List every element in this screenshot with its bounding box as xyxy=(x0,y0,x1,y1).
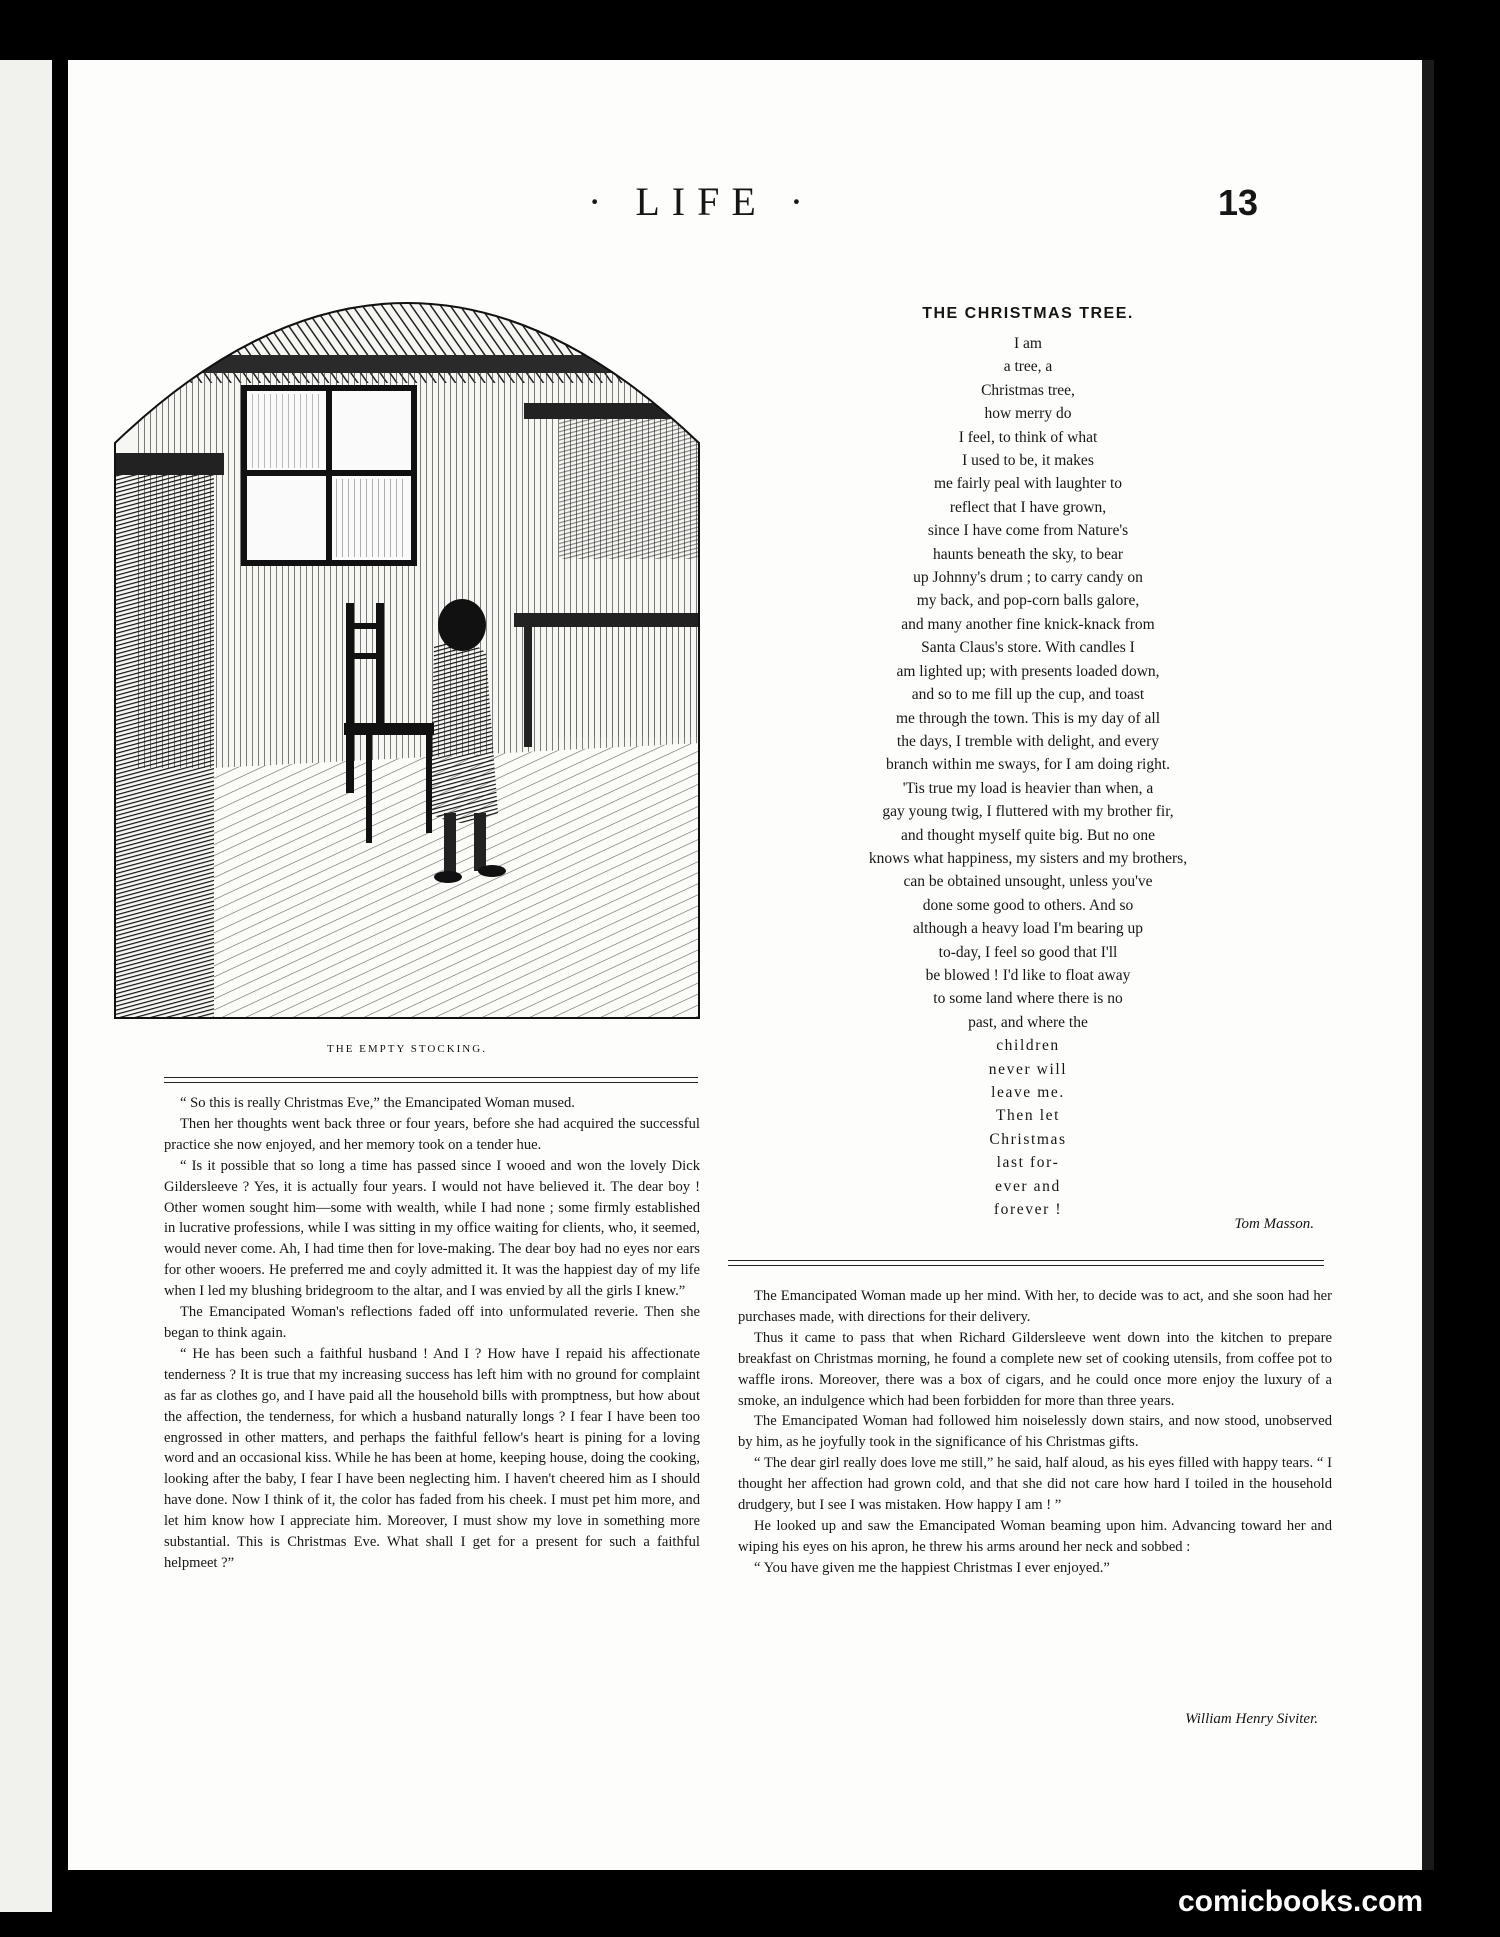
story-paragraph: “ So this is really Christmas Eve,” the Emancipated Woman mused. xyxy=(180,1095,575,1111)
poem-line: I used to be, it makes xyxy=(962,452,1094,470)
poem-line: me fairly peal with laughter to xyxy=(933,475,1123,493)
site-watermark: comicbooks.com xyxy=(1178,1885,1424,1918)
poem-title: THE CHRISTMAS TREE. xyxy=(922,305,1134,322)
poem-line: Christmas xyxy=(989,1130,1067,1148)
story-paragraph: “ Is it possible that so long a time has passed since I wooed and won the lovely Dick Gildersleeve ? Yes, it is actually four years. I would not have believed it. The dear boy ! Other women sought him—some with wealth, while I had none ; some firmly established in lucrative professions, while I was sitting in my office waiting for clients, who, it seemed, would never come. Ah, I had time then for love-making. The dear boy had no eyes nor ears for other wooers. He preferred me and coyly admitted it. It was the happiest day of my life when I led my blushing bridegroom to the altar, and I was envied by all the girls I knew.” xyxy=(164,1157,700,1300)
story-paragraph: Thus it came to pass that when Richard Gildersleeve went down into the kitchen to prepare breakfast on Christmas morning, he found a complete new set of cooking utensils, from coffee pot to waffle irons. Moreover, there was a box of cigars, and he could once more enjoy the luxury of a smoke, an indulgence which had been forbidden for more than three years. xyxy=(738,1329,1332,1409)
poem-line: knows what happiness, my sisters and my brothers, xyxy=(868,849,1188,867)
story-paragraph: The Emancipated Woman made up her mind. With her, to decide was to act, and she soon had her purchases made, with directions for their delivery. xyxy=(738,1288,1332,1325)
poem-line: my back, and pop-corn balls galore, xyxy=(916,592,1140,610)
story-column-left xyxy=(164,1093,700,1574)
poem-line: how merry do xyxy=(984,405,1072,423)
poem-line: and thought myself quite big. But no one xyxy=(900,826,1155,844)
page-number: 13 xyxy=(1218,182,1259,223)
section-rule xyxy=(164,1077,698,1083)
poem-line: and many another fine knick-knack from xyxy=(901,615,1155,633)
illustration-caption: THE EMPTY STOCKING. xyxy=(327,1043,487,1055)
poem-line: last for- xyxy=(996,1154,1060,1172)
poem-line: reflect that I have grown, xyxy=(949,498,1107,516)
story-paragraph: The Emancipated Woman's reflections faded off into unformulated reverie. Then she began to think again. xyxy=(164,1304,700,1341)
story-column-right xyxy=(738,1286,1332,1579)
poem-line: to-day, I feel so good that I'll xyxy=(938,943,1118,961)
story-author: William Henry Siviter. xyxy=(1185,1711,1318,1727)
story-paragraph: “ You have given me the happiest Christmas I ever enjoyed.” xyxy=(754,1559,1110,1576)
poem-line: can be obtained unsought, unless you've xyxy=(903,873,1153,891)
poem-line: 'Tis true my load is heavier than when, a xyxy=(902,779,1154,797)
poem-line: since I have come from Nature's xyxy=(927,522,1129,540)
poem-line: past, and where the xyxy=(968,1013,1088,1031)
poem-line: up Johnny's drum ; to carry candy on xyxy=(913,569,1143,587)
story-paragraph: The Emancipated Woman had followed him noiselessly down stairs, and now stood, unobserved by him, as he joyfully took in the significance of his Christmas gifts. xyxy=(738,1413,1332,1451)
poem-line: Then let xyxy=(995,1107,1060,1125)
poem-line: Christmas tree, xyxy=(981,381,1075,399)
poem-body xyxy=(708,332,1348,1221)
poem-line: branch within me sways, for I am doing right. xyxy=(885,756,1171,774)
poem-line: never will xyxy=(988,1060,1068,1078)
story-paragraph: “ He has been such a faithful husband ! And I ? How have I repaid his affectionate tenderness ? It is true that my increasing success has left him with no ground for complaint as far as clothes go, and I have paid all the household bills with promptness, but how about the affection, the tenderness, for which a husband naturally longs ? I fear I have been too engrossed in other matters, and perhaps the faithful fellow's heart is pining for a loving word and an occasional kiss. While he has been at home, keeping house, doing the cooking, looking after the baby, I fear I have been neglecting him. I haven't cheered him as I should have done. Now I think of it, the color has faded from his cheek. I must pet him more, and let him know how I appreciate him. Moreover, I must show my love in something more substantial. This is Christmas Eve. What shall I get for a present for such a faithful helpmeet ?” xyxy=(164,1345,700,1571)
magazine-page xyxy=(68,60,1422,1870)
story-paragraph: He looked up and saw the Emancipated Woman beaming upon him. Advancing toward her and wiping his eyes on his apron, he threw his arms around her neck and sobbed : xyxy=(738,1517,1332,1555)
illustration-empty-stocking xyxy=(114,273,700,1019)
poem-line: leave me. xyxy=(991,1084,1065,1101)
masthead: · LIFE · xyxy=(588,179,816,224)
poem-line: am lighted up; with presents loaded down, xyxy=(896,662,1160,680)
poem-line: me through the town. This is my day of all xyxy=(895,709,1161,727)
poem-line: haunts beneath the sky, to bear xyxy=(932,545,1124,563)
poem-line: gay young twig, I fluttered with my brother fir, xyxy=(882,803,1174,821)
poem-line: I am xyxy=(1014,335,1042,352)
page-binding-shadow xyxy=(1422,60,1434,1870)
poem-line: although a heavy load I'm bearing up xyxy=(912,920,1144,938)
poem-line: Santa Claus's store. With candles I xyxy=(921,639,1135,657)
poem-line: to some land where there is no xyxy=(933,990,1123,1008)
section-rule xyxy=(728,1260,1324,1266)
poem-line: done some good to others. And so xyxy=(922,896,1134,914)
story-paragraph: Then her thoughts went back three or four years, before she had acquired the successful practice she now enjoyed, and her memory took on a tender hue. xyxy=(164,1115,700,1153)
poem-line: ever and xyxy=(995,1177,1061,1195)
story-paragraph: “ The dear girl really does love me still,” he said, half aloud, as his eyes filled with happy tears. “ I thought her affection had grown cold, and that she did not care how hard I toiled in the household drudgery, but I see I was mistaken. How happy I am ! ” xyxy=(738,1455,1332,1514)
poem-line: the days, I tremble with delight, and every xyxy=(896,732,1160,750)
poem-line: I feel, to think of what xyxy=(958,428,1098,446)
adjacent-page-edge xyxy=(0,60,52,1912)
poem-line: forever ! xyxy=(993,1201,1063,1219)
poem-author: Tom Masson. xyxy=(1234,1216,1314,1232)
poem-line: a tree, a xyxy=(1003,358,1053,376)
poem-line: children xyxy=(996,1037,1060,1055)
poem-line: and so to me fill up the cup, and toast xyxy=(911,686,1145,704)
poem-line: be blowed ! I'd like to float away xyxy=(925,966,1131,984)
